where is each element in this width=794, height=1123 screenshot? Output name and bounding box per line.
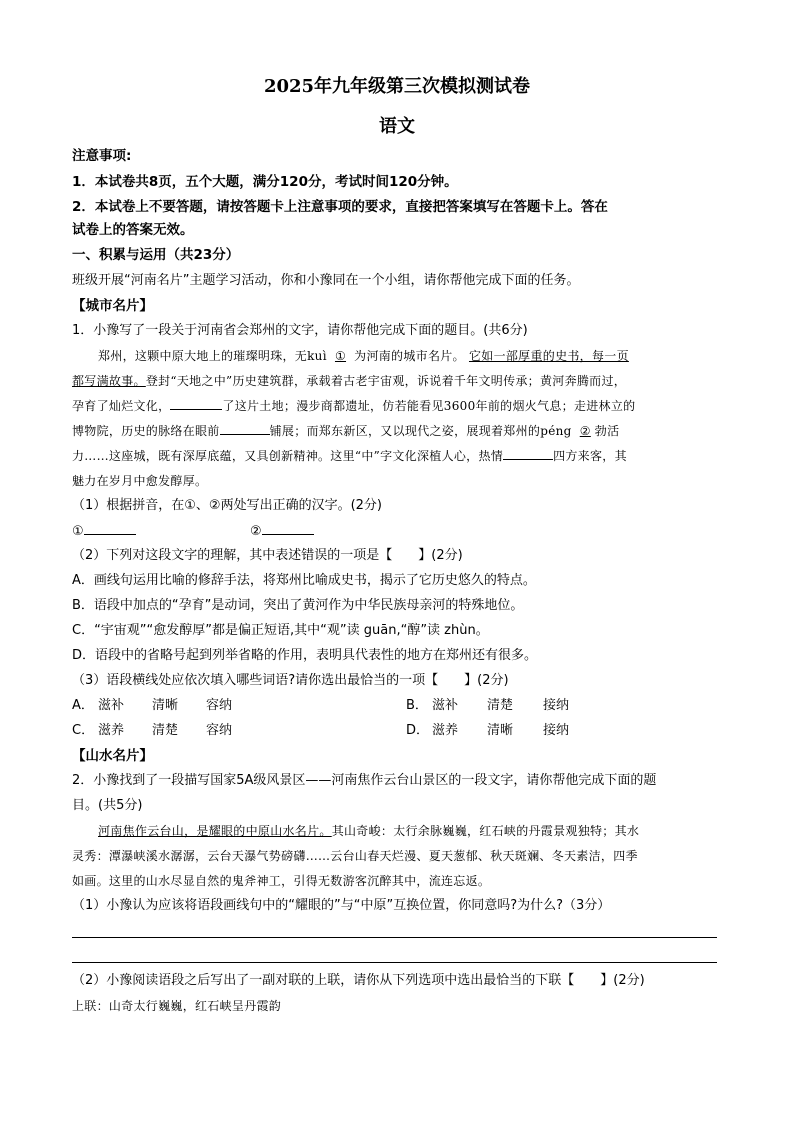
fill-blank-3 bbox=[503, 447, 553, 460]
passage-text: 博物院，历史的脉络在眼前 bbox=[72, 424, 220, 438]
passage-text: 勃活 bbox=[594, 424, 620, 438]
passage1-line4 bbox=[72, 422, 722, 440]
choice-c-word2: 清楚 bbox=[152, 723, 179, 738]
sub-question-2-2: （2）小豫阅读语段之后写出了一副对联的上联，请你从下列选项中选出最恰当的下联【 】(2分) bbox=[72, 973, 645, 988]
passage-text: 了这片土地；漫步商都遗址，仿若能看见3600年前的烟火气息；走进林立的 bbox=[222, 399, 636, 413]
choice-d-word3: 接纳 bbox=[543, 723, 570, 738]
passage-text: 其山奇峻：太行余脉巍巍，红石峡的丹霞景观独特；其水 bbox=[331, 824, 640, 838]
passage-text: 郑州，这颗中原大地上的璀璨明珠，无kuì bbox=[98, 349, 327, 363]
question-2-line1: 2．小豫找到了一段描写国家5A级风景区——河南焦作云台山景区的一段文字，请你帮他完成下面的题 bbox=[72, 773, 657, 788]
choice-c-word1: 滋养 bbox=[98, 723, 125, 738]
exam-title: 2025年九年级第三次模拟测试卷 bbox=[263, 76, 531, 97]
passage1-line5 bbox=[72, 447, 722, 465]
answer-lines bbox=[72, 522, 722, 541]
option-b: B．语段中加点的“孕育”是动词，突出了黄河作为中华民族母亲河的特殊地位。 bbox=[72, 598, 524, 613]
choice-b-word2: 清楚 bbox=[487, 698, 514, 713]
answer-blank-1 bbox=[84, 522, 136, 535]
passage1-line3 bbox=[72, 397, 722, 415]
choice-b-key: B． bbox=[406, 698, 428, 713]
choice-c-word3: 容纳 bbox=[206, 723, 233, 738]
question-1: 1．小豫写了一段关于河南省会郑州的文字，请你帮他完成下面的题目。(共6分) bbox=[72, 323, 528, 338]
underlined-sentence: 河南焦作云台山，是耀眼的中原山水名片。 bbox=[98, 824, 332, 838]
passage2-line3: 如画。这里的山水尽显自然的鬼斧神工，引得无数游客沉醉其中，流连忘返。 bbox=[72, 874, 491, 888]
underlined-sentence: 都写满故事。 bbox=[72, 374, 146, 388]
choice-a-word1: 滋补 bbox=[98, 698, 125, 713]
passage2-line1 bbox=[72, 822, 722, 840]
choice-d-word2: 清晰 bbox=[487, 723, 514, 738]
passage2-line2: 灵秀：潭瀑峡溪水潺潺，云台天瀑气势磅礴……云台山春天烂漫、夏天葱郁、秋天斑斓、冬天素洁，四季 bbox=[72, 849, 638, 863]
passage-text: 力……这座城，既有深厚底蕴，又具创新精神。这里“中”字文化深植人心，热情 bbox=[72, 449, 504, 463]
answer-label-1: ① bbox=[72, 524, 84, 539]
choice-c-key: C． bbox=[72, 723, 95, 738]
passage1-line1 bbox=[72, 347, 722, 365]
choice-d-word1: 滋养 bbox=[432, 723, 459, 738]
mountain-card-tag: 【山水名片】 bbox=[72, 748, 153, 764]
blank-1: ① bbox=[334, 349, 347, 363]
notice-heading: 注意事项: bbox=[72, 148, 132, 164]
option-d: D．语段中的省略号起到列举省略的作用，表明具代表性的地方在郑州还有很多。 bbox=[72, 648, 538, 663]
passage-text: 铺展；而郑东新区，又以现代之姿，展现着郑州的péng bbox=[269, 424, 572, 438]
passage-text: 孕育了灿烂文化， bbox=[72, 399, 171, 413]
subject-title: 语文 bbox=[379, 116, 415, 137]
choice-a-key: A． bbox=[72, 698, 94, 713]
answer-line-2 bbox=[72, 962, 717, 963]
couplet-upper-line: 上联：山奇太行巍巍，红石峡呈丹霞韵 bbox=[72, 999, 282, 1013]
option-a: A．画线句运用比喻的修辞手法，将郑州比喻成史书，揭示了它历史悠久的特点。 bbox=[72, 573, 536, 588]
option-c: C．“宇宙观”“愈发醇厚”都是偏正短语,其中“观”读 guān,“醇”读 zhùn。 bbox=[72, 623, 489, 638]
choice-d-key: D． bbox=[406, 723, 430, 738]
city-card-tag: 【城市名片】 bbox=[72, 298, 153, 314]
underlined-sentence: 它如一部厚重的史书，每一页 bbox=[468, 349, 629, 363]
fill-blank-2 bbox=[220, 422, 270, 435]
section1-heading: 一、积累与运用（共23分） bbox=[72, 247, 240, 263]
sub-question-2-1: （1）小豫认为应该将语段画线句中的“耀眼的”与“中原”互换位置，你同意吗?为什么?（3分） bbox=[72, 898, 611, 913]
section1-intro: 班级开展“河南名片”主题学习活动，你和小豫同在一个小组，请你帮他完成下面的任务。 bbox=[72, 273, 580, 288]
passage-text: 四方来客，其 bbox=[553, 449, 627, 463]
sub-question-1-1: （1）根据拼音，在①、②两处写出正确的汉字。(2分) bbox=[72, 498, 382, 513]
passage1-line6: 魅力在岁月中愈发醇厚。 bbox=[72, 474, 208, 488]
question-2-line2: 目。(共5分) bbox=[72, 798, 143, 813]
answer-label-2: ② bbox=[249, 524, 262, 539]
passage-text: 为河南的城市名片。 bbox=[354, 349, 465, 363]
answer-blank-2 bbox=[262, 522, 314, 535]
answer-line-1 bbox=[72, 937, 717, 938]
notice-item-2-line1: 2．本试卷上不要答题，请按答题卡上注意事项的要求，直接把答案填写在答题卡上。答在 bbox=[72, 199, 608, 215]
fill-blank-1 bbox=[170, 397, 222, 410]
passage1-line2 bbox=[72, 372, 722, 390]
blank-2: ② bbox=[579, 424, 591, 438]
notice-item-2-line2: 试卷上的答案无效。 bbox=[72, 222, 194, 238]
choice-a-word3: 容纳 bbox=[206, 698, 233, 713]
sub-question-1-3: （3）语段横线处应依次填入哪些词语?请你选出最恰当的一项【 】(2分) bbox=[72, 673, 509, 688]
sub-question-1-2: （2）下列对这段文字的理解，其中表述错误的一项是【 】(2分) bbox=[72, 548, 463, 563]
choice-b-word3: 接纳 bbox=[543, 698, 570, 713]
passage-text: 登封“天地之中”历史建筑群，承载着古老宇宙观，诉说着千年文明传承；黄河奔腾而过， bbox=[145, 374, 627, 388]
notice-item-1: 1．本试卷共8页，五个大题，满分120分，考试时间120分钟。 bbox=[72, 174, 458, 190]
choice-b-word1: 滋补 bbox=[432, 698, 459, 713]
choice-a-word2: 清晰 bbox=[152, 698, 179, 713]
